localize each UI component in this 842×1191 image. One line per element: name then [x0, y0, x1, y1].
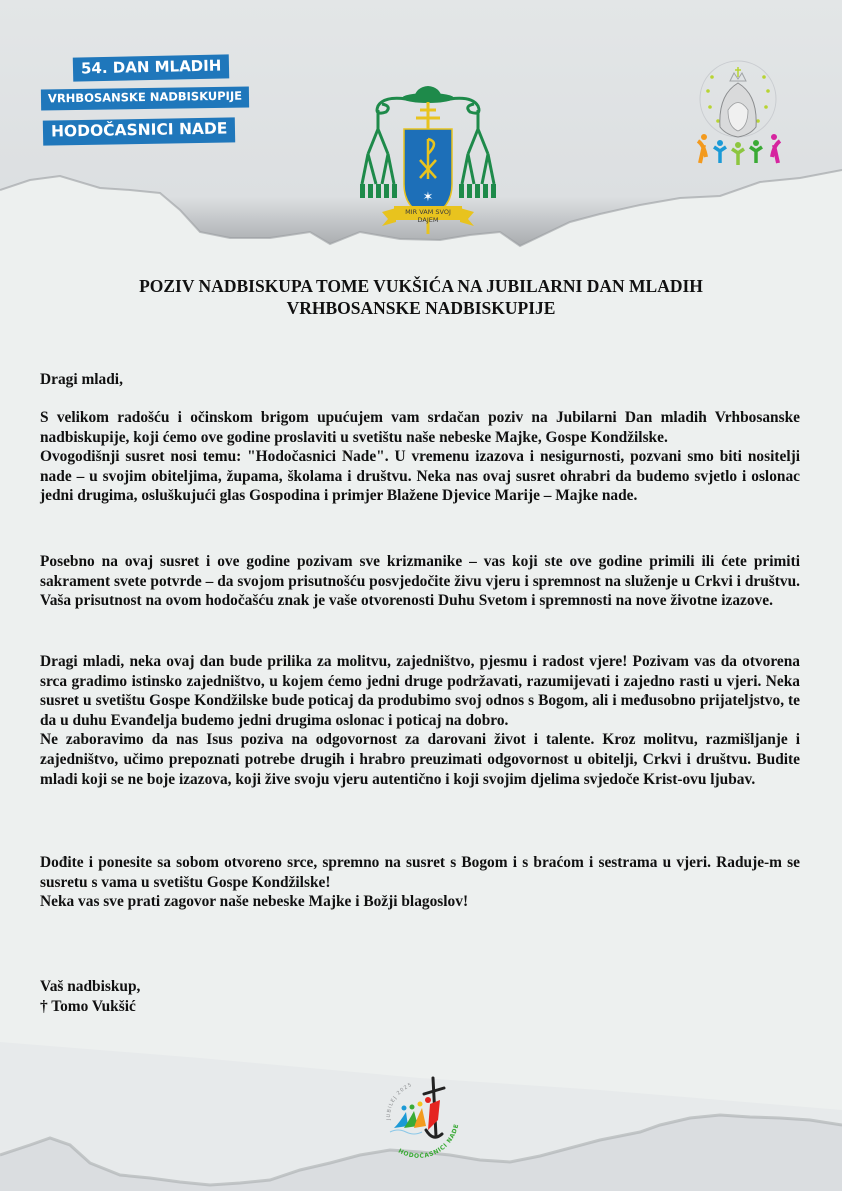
signature-block	[40, 977, 800, 1016]
tassels-left-icon	[362, 98, 406, 184]
paragraph-community	[40, 652, 800, 789]
signoff-label: Vaš nadbiskup,	[40, 978, 141, 995]
galero-hat-icon	[402, 86, 454, 103]
banner-event-number: 54. DAN MLADIH	[73, 54, 230, 81]
greeting: Dragi mladi,	[40, 371, 123, 388]
paragraph-theme: Ovogodišnji susret nosi temu: "Hodočasnici Nade". U vremenu izazova i nesigurnosti, pozvani smo biti nositelji nade – u svojim obiteljima, župama, školama i društvu. Neka nas ovaj susret ohrabri da budemo svjetlo i oslonac jedni drugima, osluškujući glas Gospodina i primjer Blažene Djevice Marije – Majke nade.	[40, 448, 800, 505]
tassels-right-icon	[450, 98, 494, 184]
paragraph-confirmands-text: Posebno na ovaj susret i ove godine pozivam sve krizmanike – vas koji ste ove godine primili ili ćete primiti sakrament svete potvrde – da svojom prisutnošću posvjedočite živu vjeru i spremnost na služenje u Crkvi i društvu. Vaša prisutnost na ovom hodočašću znak je vaše otvorenosti Duhu Svetom i spremnosti na nove životne izazove.	[40, 553, 800, 610]
document-title	[60, 275, 782, 319]
jubilee-2025-logo	[378, 1070, 472, 1160]
paragraph-invitation-sentence: S velikom radošću i očinskom brigom upućujem vam srdačan poziv na Jubilarni Dan mladih Vrhbosanske nadbiskupije, koji ćemo ove godine proslaviti u svetištu naše nebeske Majke, Gospe Kondžilske.	[40, 409, 800, 446]
banner-archdiocese: VRHBOSANSKE NADBISKUPIJE	[41, 87, 249, 110]
tassel-ends-left	[360, 184, 397, 198]
paragraph-responsibility: Ne zaboravimo da nas Isus poziva na odgovornost za darovani život i talente. Kroz molitvu, razmišljanje i zajedništvo, učimo prepoznati potrebe drugih i hrabro preuzimati odgovornost u obitelji, Crkvi i društvu. Budite mladi koji se ne boje izazova, koji žive svoju vjeru autentično i koji svojim djelima svjedoče Krist-ovu ljubav.	[40, 731, 800, 788]
tassel-ends-right	[459, 184, 496, 198]
paragraph-invitation	[40, 408, 800, 506]
paragraph-closing	[40, 853, 800, 912]
youth-day-logo	[690, 55, 790, 170]
banner-theme: HODOČASNICI NADE	[43, 117, 236, 145]
svg-text:JUBILEJ 2025	[386, 1082, 413, 1121]
paragraph-blessing: Neka vas sve prati zagovor naše nebeske Majke i Božji blagoslov!	[40, 893, 469, 911]
coat-of-arms-motto: MIR VAM SVOJ DAJEM	[405, 208, 451, 224]
paragraph-closing-invite: Dođite i ponesite sa sobom otvoreno srce, spremno na susret s Bogom i s braćom i sestrama u vjeri. Raduje-m se susretu s vama u svetištu Gospe Kondžilske!	[40, 854, 800, 891]
star-icon: ✶	[422, 189, 434, 204]
title-line-2: VRHBOSANSKE NADBISKUPIJE	[286, 298, 556, 318]
signatory-name: † Tomo Vukšić	[40, 997, 136, 1015]
dancing-figures-icon	[698, 134, 780, 165]
jubilee-arc-text: JUBILEJ 2025	[385, 1081, 414, 1121]
paragraph-confirmands	[40, 552, 800, 611]
title-line-1: POZIV NADBISKUPA TOME VUKŠIĆA NA JUBILARNI DAN MLADIH	[139, 276, 703, 296]
paragraph-community-text: Dragi mladi, neka ovaj dan bude prilika za molitvu, zajedništvo, pjesmu i radost vjere! Pozivam vas da otvorena srca gradimo istinsko zajedništvo, u kojem ćemo jedni druge podržavati, razumijevati i zajedno rasti u vjeri. Neka susret u svetištu Gospe Kondžilske bude poticaj da produbimo svoj odnos s Bogom, ali i međusobno prijateljstvo, te da u duhu Evanđelja budemo jedni drugima oslonac i poticaj na dobro.	[40, 653, 800, 729]
jubilee-theme-arc-text: HODOČASNICI NADE	[396, 1123, 461, 1160]
